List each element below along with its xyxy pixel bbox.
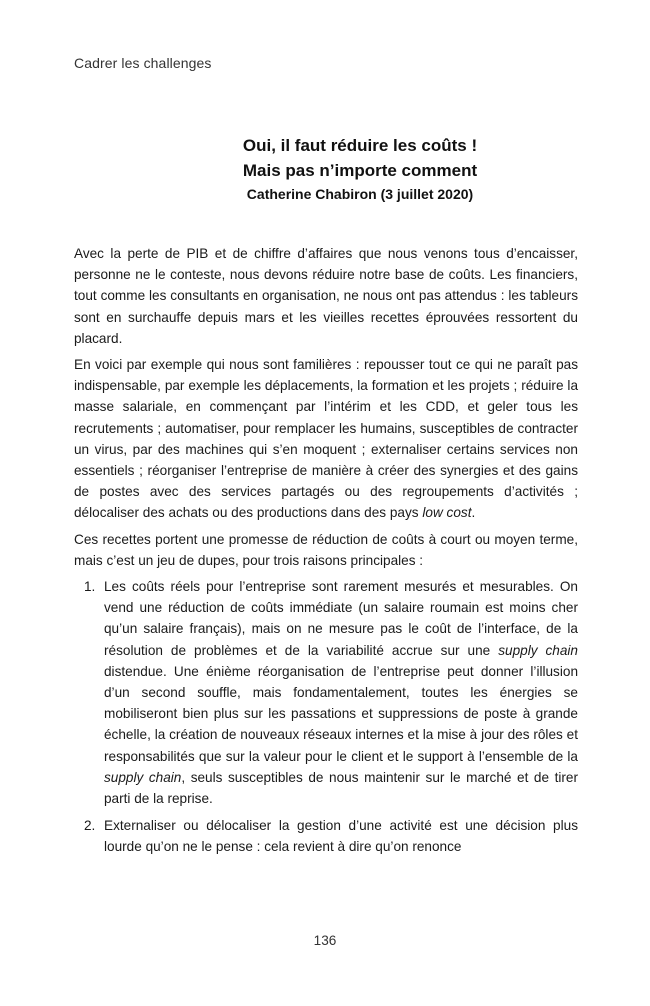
list-item xyxy=(74,576,578,809)
list-item-text: distendue. Une énième réorganisation de l’entreprise peut donner l’illusion d’un second souffle, mais fondamentalement, toutes les énergies se mobiliseront bien plus sur les passations et suppressions de poste à grande échelle, la création de nouveaux réseaux internes et la mise à jour des rôles et responsabilités que sur la valeur pour le client et le support à l’ensemble de la xyxy=(104,663,578,764)
numbered-list xyxy=(74,576,578,858)
article-body xyxy=(74,243,578,864)
list-item-text: , seuls susceptibles de nous maintenir sur le marché et de tirer parti de la reprise. xyxy=(104,769,578,807)
list-item-italic: supply chain xyxy=(498,642,578,658)
page-number: 136 xyxy=(313,933,337,948)
paragraph-2 xyxy=(74,354,578,524)
article-byline: Catherine Chabiron (3 juillet 2020) xyxy=(246,186,474,202)
list-item xyxy=(74,815,578,857)
paragraph-3: Ces recettes portent une promesse de réduction de coûts à court ou moyen terme, mais c’est un jeu de dupes, pour trois raisons principales : xyxy=(74,531,578,568)
paragraph-2-end: . xyxy=(471,505,476,521)
list-item-italic: supply chain xyxy=(104,769,182,785)
running-head: Cadrer les challenges xyxy=(74,55,212,71)
list-item-number: 2. xyxy=(84,818,96,834)
list-item-text: Externaliser ou délocaliser la gestion d’une activité est une décision plus lourde qu’on ne le pense : cela revient à dire qu’on renonce xyxy=(104,818,578,855)
list-item-text: Les coûts réels pour l’entreprise sont rarement mesurés et mesurables. On vend une réduction de coûts immédiate (un salaire roumain est moins cher qu’un salaire français), mais on ne mesure pas le coût de l’interface, de la résolution de problèmes et de la variabilité accrue sur une xyxy=(104,579,578,658)
article-title-line-2: Mais pas n’importe comment xyxy=(242,161,478,180)
paragraph-2-text: En voici par exemple qui nous sont familières : repousser tout ce qui ne paraît pas indispensable, par exemple les déplacements, la formation et les projets ; réduire la masse salariale, en commençant par l’intérim et les CDD, et geler tous les recrutements ; automatiser, pour remplacer les humains, susceptibles de contracter un virus, par des machines qui s’en moquent ; externaliser certains services non essentiels ; réorganiser l’entreprise de manière à créer des synergies et des gains de postes avec des services partagés ou des regroupements d’activités ; délocaliser des achats ou des productions dans des pays xyxy=(74,357,578,521)
paragraph-2-italic: low cost xyxy=(422,505,472,521)
list-item-number: 1. xyxy=(84,579,96,595)
article-heading xyxy=(0,133,650,205)
paragraph-1: Avec la perte de PIB et de chiffre d’affaires que nous venons tous d’encaisser, personne ne le conteste, nous devons réduire notre base de coûts. Les financiers, tout comme les consultants en organisation, ne nous ont pas attendus : les tableurs sont en surchauffe depuis mars et les vieilles recettes éprouvées ressortent du placard. xyxy=(74,246,578,346)
article-title-line-1: Oui, il faut réduire les coûts ! xyxy=(242,136,478,155)
